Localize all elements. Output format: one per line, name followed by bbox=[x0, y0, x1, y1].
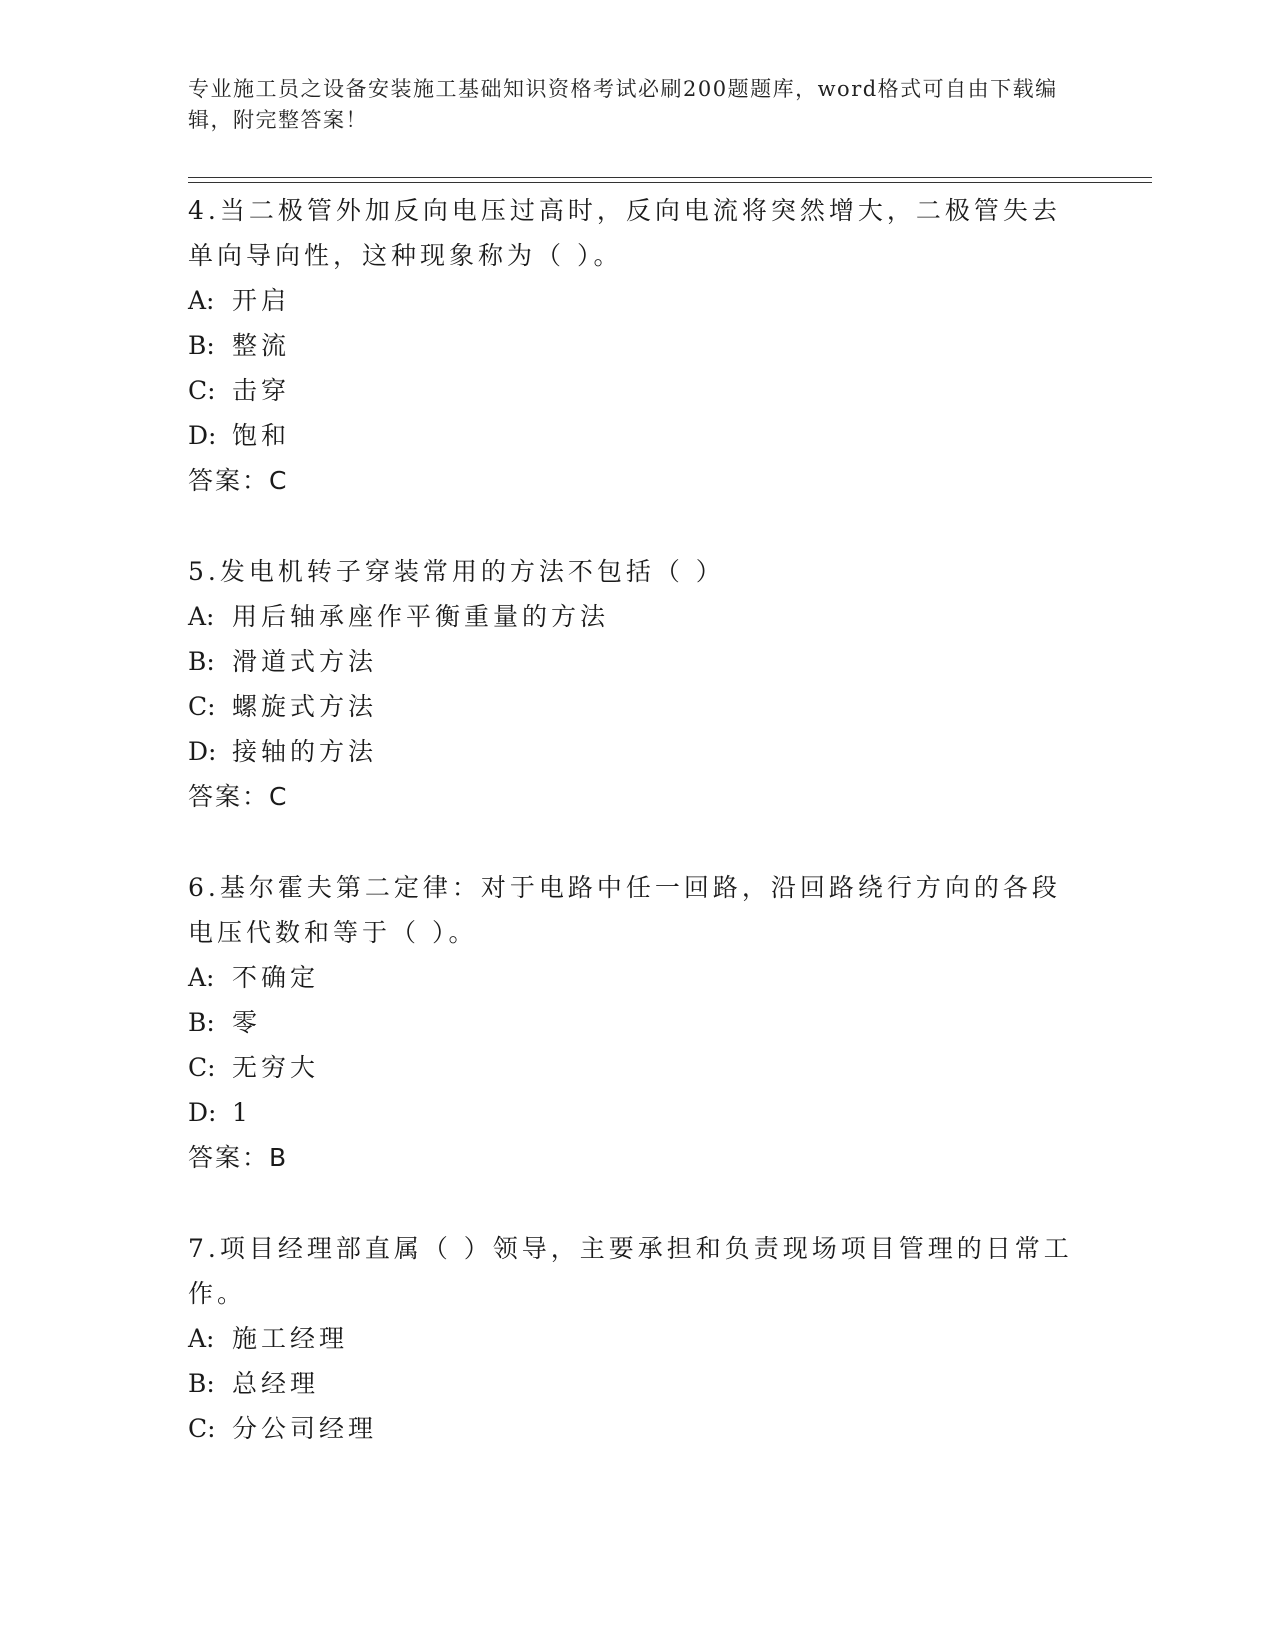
option-c bbox=[188, 1045, 1078, 1090]
option-letter: A: bbox=[188, 286, 215, 315]
document-header: 专业施工员之设备安装施工基础知识资格考试必刷200题题库，word格式可自由下载编辑，附完整答案！ bbox=[188, 77, 1058, 132]
option-text: 施工经理 bbox=[232, 1324, 349, 1353]
option-letter: B: bbox=[188, 1008, 215, 1037]
option-a bbox=[188, 594, 1078, 639]
option-a bbox=[188, 278, 1078, 323]
option-a bbox=[188, 1316, 1078, 1361]
question-text: 5.发电机转子穿装常用的方法不包括（ ） bbox=[188, 557, 725, 586]
option-letter: D: bbox=[188, 1098, 217, 1127]
option-a bbox=[188, 955, 1078, 1000]
option-text: 无穷大 bbox=[232, 1053, 320, 1082]
option-b bbox=[188, 1361, 1078, 1406]
option-letter: B: bbox=[188, 647, 215, 676]
answer-text: 答案：C bbox=[188, 782, 289, 811]
option-letter: C: bbox=[188, 376, 216, 405]
option-c bbox=[188, 684, 1078, 729]
option-letter: A: bbox=[188, 1324, 215, 1353]
question-item-5 bbox=[188, 549, 1078, 819]
header-divider-top bbox=[188, 177, 1152, 178]
option-text: 整流 bbox=[232, 331, 291, 360]
option-text: 饱和 bbox=[232, 421, 291, 450]
option-letter: D: bbox=[188, 421, 217, 450]
option-text: 用后轴承座作平衡重量的方法 bbox=[232, 602, 610, 631]
option-letter: C: bbox=[188, 1053, 216, 1082]
option-text: 开启 bbox=[232, 286, 291, 315]
question-item-7 bbox=[188, 1226, 1078, 1451]
option-letter: A: bbox=[188, 963, 215, 992]
option-text: 滑道式方法 bbox=[232, 647, 378, 676]
question-text: 7.项目经理部直属（ ）领导，主要承担和负责现场项目管理的日常工作。 bbox=[188, 1234, 1073, 1308]
option-text: 总经理 bbox=[232, 1369, 320, 1398]
option-text: 螺旋式方法 bbox=[232, 692, 378, 721]
option-text: 击穿 bbox=[232, 376, 291, 405]
question-item-6 bbox=[188, 865, 1078, 1180]
option-d bbox=[188, 413, 1078, 458]
option-letter: A: bbox=[188, 602, 215, 631]
option-letter: C: bbox=[188, 692, 216, 721]
option-letter: D: bbox=[188, 737, 217, 766]
option-b bbox=[188, 1000, 1078, 1045]
header-divider-bottom bbox=[188, 182, 1152, 183]
option-c bbox=[188, 1406, 1078, 1451]
option-letter: B: bbox=[188, 1369, 215, 1398]
option-text: 分公司经理 bbox=[232, 1414, 378, 1443]
option-text: 1 bbox=[232, 1098, 252, 1127]
question-item-4 bbox=[188, 188, 1078, 503]
question-text: 4.当二极管外加反向电压过高时，反向电流将突然增大，二极管失去单向导向性，这种现象称为（ ）。 bbox=[188, 196, 1061, 270]
option-b bbox=[188, 639, 1078, 684]
option-d bbox=[188, 729, 1078, 774]
option-letter: B: bbox=[188, 331, 215, 360]
answer-text: 答案：C bbox=[188, 466, 289, 495]
option-text: 不确定 bbox=[232, 963, 320, 992]
option-b bbox=[188, 323, 1078, 368]
option-d bbox=[188, 1090, 1078, 1135]
question-text: 6.基尔霍夫第二定律：对于电路中任一回路，沿回路绕行方向的各段电压代数和等于（ ）。 bbox=[188, 873, 1061, 947]
answer-text: 答案：B bbox=[188, 1143, 289, 1172]
question-list bbox=[188, 188, 1078, 1497]
option-text: 接轴的方法 bbox=[232, 737, 378, 766]
option-c bbox=[188, 368, 1078, 413]
option-text: 零 bbox=[232, 1008, 262, 1037]
option-letter: C: bbox=[188, 1414, 216, 1443]
